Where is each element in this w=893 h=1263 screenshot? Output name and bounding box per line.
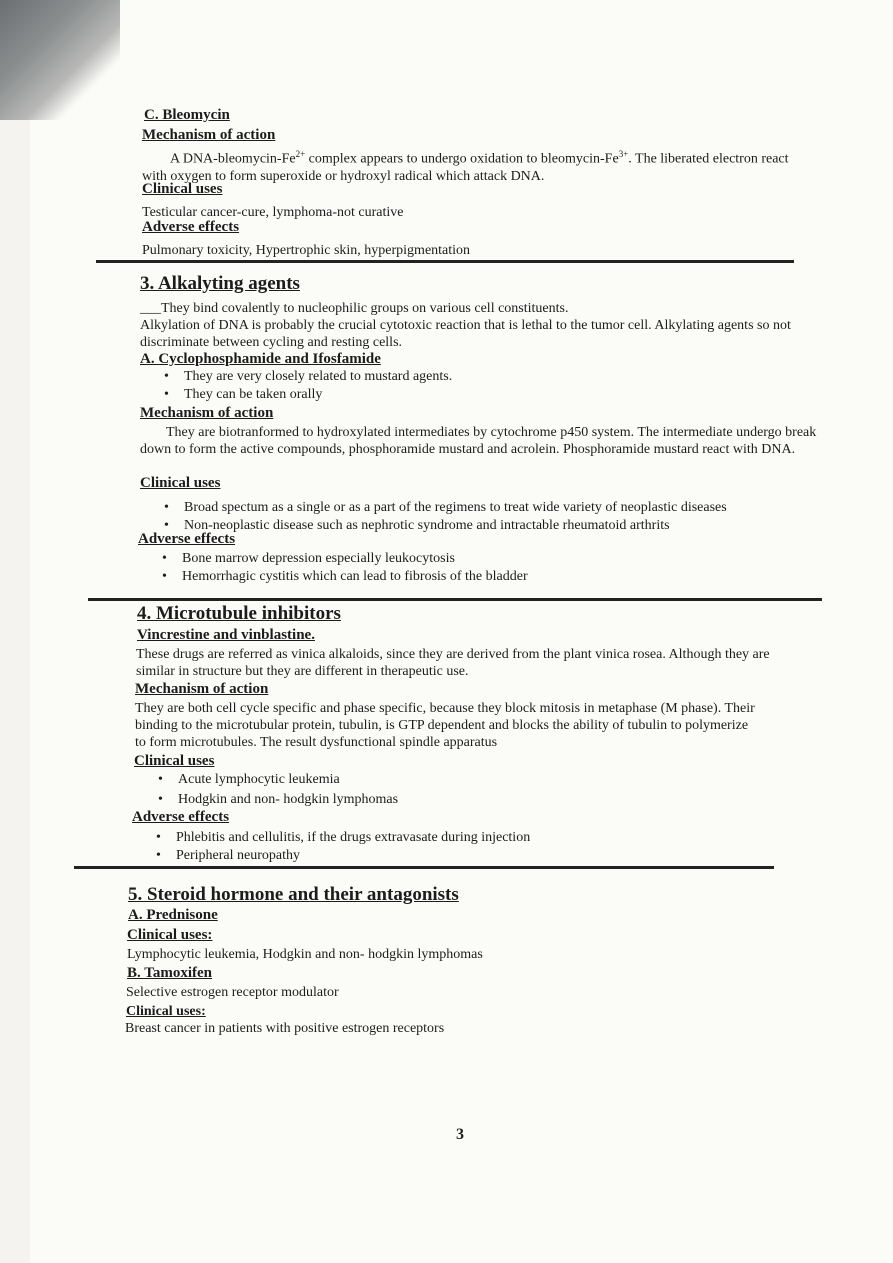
microtubule-title (137, 603, 341, 625)
mech-text-part: complex appears to undergo oxidation to bleomycin-Fe (305, 151, 619, 167)
alkylating-intro (140, 300, 830, 351)
steroid-title (128, 884, 459, 906)
uses-label-text: Clinical uses: (126, 1004, 206, 1019)
list-item: • Peripheral neuropathy (154, 847, 530, 865)
section-title-text: 4. Microtubule inhibitors (137, 603, 341, 624)
alkylating-adverse-list (138, 550, 528, 586)
bleomycin-title (144, 106, 230, 124)
list-item: • Non-neoplastic disease such as nephrotic syndrome and intractable rheumatoid arthrits (162, 517, 727, 535)
microtubule-adverse-label (132, 808, 229, 826)
bleomycin-uses-label (142, 180, 222, 198)
list-item: • Hodgkin and non- hodgkin lymphomas (156, 791, 398, 809)
mech-text-part: . The liberated electron react with oxygen to form superoxide or hydroxyl radical which attack DNA. (142, 151, 789, 184)
microtubule-uses-list (134, 771, 398, 809)
cyclophosphamide-title (140, 350, 381, 368)
scan-corner-shadow (0, 0, 120, 120)
vincristine-title (137, 626, 315, 644)
uses-label-text: Clinical uses: (127, 927, 213, 943)
alkylating-title (140, 273, 300, 295)
section-title-text: 3. Alkalyting agents (140, 273, 300, 294)
alkylating-mech-label (140, 404, 273, 422)
microtubule-mech-text: They are both cell cycle specific and phase specific, because they block mitosis in metaphase (M phase). Their binding to the microtubular protein, tubulin, is GTP dependent and blocks the ability of tubulin to polymerize to form microtubules. The result dysfunctional spindle apparatus (135, 701, 755, 750)
mech-text-part: A DNA-bleomycin-Fe (170, 151, 296, 167)
list-item: • Acute lymphocytic leukemia (156, 771, 398, 789)
microtubule-uses-label (134, 752, 214, 770)
alkylating-adverse-label (138, 530, 235, 548)
list-item: • Bone marrow depression especially leukocytosis (160, 550, 528, 568)
adverse-label-text: Adverse effects (138, 531, 236, 547)
section-divider (96, 260, 794, 263)
intro-line: ___They bind covalently to nucleophilic groups on various cell constituents. (140, 301, 569, 316)
section-divider (74, 866, 774, 869)
sub-title-text: A. Cyclophosphamide and Ifosfamide (140, 351, 381, 367)
sub-title-text: Vincrestine and vinblastine. (137, 627, 315, 643)
list-item: • They can be taken orally (162, 386, 452, 404)
mech-sup: 2+ (295, 149, 306, 159)
adverse-label-text: Adverse effects (132, 809, 230, 825)
bleomycin-adverse-text: Pulmonary toxicity, Hypertrophic skin, hyperpigmentation (142, 243, 471, 258)
mech-sup: 3+ (618, 149, 629, 159)
uses-label-text: Clinical uses (140, 475, 221, 491)
adverse-label-text: Adverse effects (142, 219, 240, 235)
bleomycin-mech-label-text: Mechanism of action (142, 127, 276, 143)
prednisone-uses-text: Lymphocytic leukemia, Hodgkin and non- hodgkin lymphomas (127, 947, 483, 962)
tamoxifen-title (127, 964, 212, 982)
sub-title-text: B. Tamoxifen (127, 965, 213, 981)
intro-line: Alkylation of DNA is probably the crucial cytotoxic reaction that is lethal to the tumor cell. Alkylating agents so not discriminate between cycling and resting cells. (140, 318, 791, 350)
prednisone-uses-label (127, 926, 212, 944)
microtubule-mech-label (135, 680, 268, 698)
prednisone-title (128, 906, 218, 924)
sub-title-text: A. Prednisone (128, 907, 218, 923)
bleomycin-title-text: C. Bleomycin (144, 107, 230, 123)
uses-label-text: Clinical uses (142, 181, 223, 197)
microtubule-intro: These drugs are referred as vinica alkaloids, since they are derived from the plant vinica rosea. Although they are similar in structure but they are different in therapeutic use. (136, 647, 770, 679)
tamoxifen-uses-label (126, 1002, 206, 1020)
bleomycin-mech-text (142, 146, 792, 185)
section-divider (88, 598, 822, 601)
microtubule-adverse-list (132, 829, 530, 865)
page-number: 3 (456, 1126, 464, 1143)
section-title-text: 5. Steroid hormone and their antagonists (128, 884, 459, 905)
uses-label-text: Clinical uses (134, 753, 215, 769)
alkylating-mech-text: They are biotranformed to hydroxylated intermediates by cytochrome p450 system. The intermediate undergo break down to form the active compounds, phosphoramide mustard and acrolein. Phosphoramide mustard react with DNA. (140, 425, 817, 457)
tamoxifen-uses-text: Breast cancer in patients with positive estrogen receptors (125, 1021, 445, 1036)
tamoxifen-desc: Selective estrogen receptor modulator (126, 985, 339, 1000)
mech-label-text: Mechanism of action (135, 681, 269, 697)
list-item: • Hemorrhagic cystitis which can lead to fibrosis of the bladder (160, 568, 528, 586)
bleomycin-mech-label (142, 126, 275, 144)
list-item: • They are very closely related to mustard agents. (162, 368, 452, 386)
list-item: • Broad spectum as a single or as a part of the regimens to treat wide variety of neoplastic diseases (162, 499, 727, 517)
bleomycin-uses-text: Testicular cancer-cure, lymphoma-not curative (142, 205, 404, 220)
list-item: • Phlebitis and cellulitis, if the drugs extravasate during injection (154, 829, 530, 847)
bleomycin-adverse-label (142, 218, 239, 236)
cyclophosphamide-list (140, 368, 452, 404)
alkylating-uses-label (140, 474, 220, 492)
mech-label-text: Mechanism of action (140, 405, 274, 421)
